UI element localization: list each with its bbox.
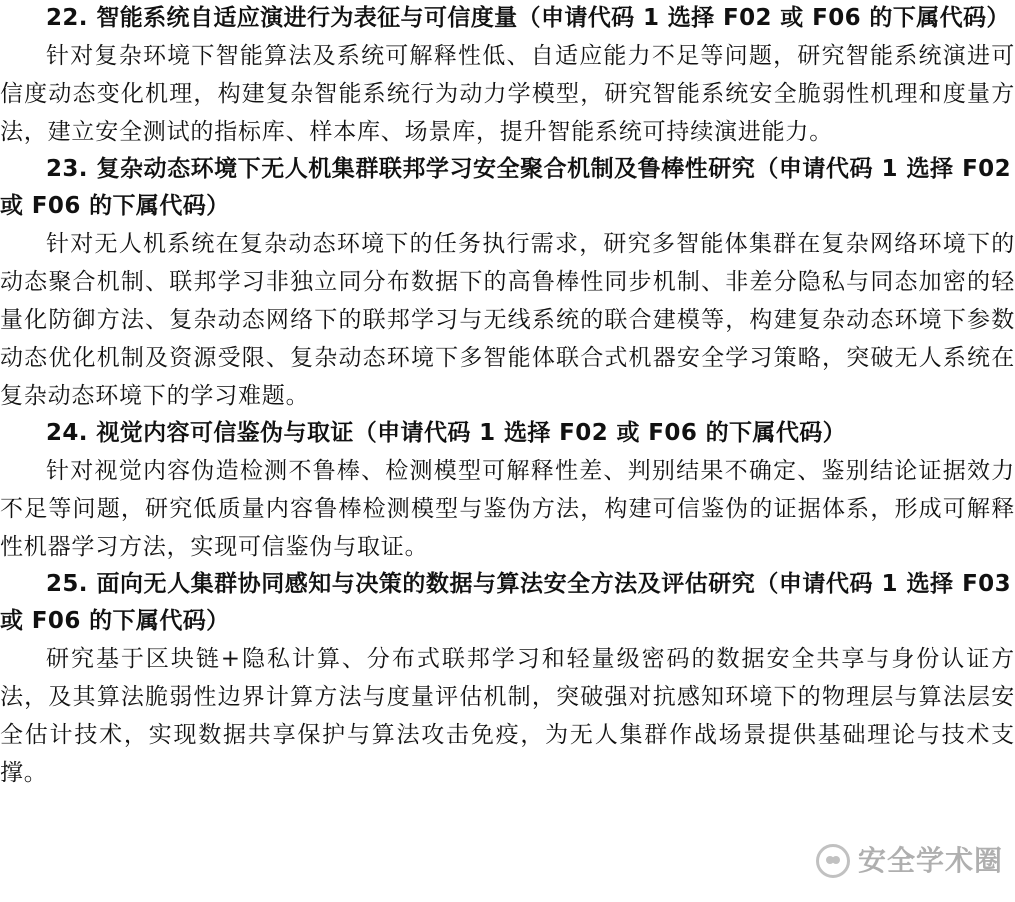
section-heading: 24. 视觉内容可信鉴伪与取证（申请代码 1 选择 F02 或 F06 的下属代码） (46, 420, 847, 446)
section-heading: 23. 复杂动态环境下无人机集群联邦学习安全聚合机制及鲁棒性研究（申请代码 1 选择 F02 或 F06 的下属代码） (0, 156, 1011, 219)
section-24 (0, 415, 1015, 566)
chat-bubble-icon (816, 844, 850, 878)
section-body: 研究基于区块链+隐私计算、分布式联邦学习和轻量级密码的数据安全共享与身份认证方法，及其算法脆弱性边界计算方法与度量评估机制，突破强对抗感知环境下的物理层与算法层安全估计技术，实现数据共享保护与算法攻击免疫，为无人集群作战场景提供基础理论与技术支撑。 (0, 646, 1015, 786)
section-heading: 22. 智能系统自适应演进行为表征与可信度量（申请代码 1 选择 F02 或 F06 的下属代码） (46, 5, 1010, 31)
section-body: 针对视觉内容伪造检测不鲁棒、检测模型可解释性差、判别结果不确定、鉴别结论证据效力不足等问题，研究低质量内容鲁棒检测模型与鉴伪方法，构建可信鉴伪的证据体系，形成可解释性机器学习方法，实现可信鉴伪与取证。 (0, 458, 1015, 560)
watermark-text: 安全学术圈 (857, 844, 1003, 877)
section-23 (0, 151, 1015, 415)
section-22 (0, 0, 1015, 151)
section-25 (0, 566, 1015, 792)
section-body: 针对无人机系统在复杂动态环境下的任务执行需求，研究多智能体集群在复杂网络环境下的动态聚合机制、联邦学习非独立同分布数据下的高鲁棒性同步机制、非差分隐私与同态加密的轻量化防御方法、复杂动态网络下的联邦学习与无线系统的联合建模等，构建复杂动态环境下参数动态优化机制及资源受限、复杂动态环境下多智能体联合式机器安全学习策略，突破无人系统在复杂动态环境下的学习难题。 (0, 231, 1015, 409)
section-heading: 25. 面向无人集群协同感知与决策的数据与算法安全方法及评估研究（申请代码 1 选择 F03 或 F06 的下属代码） (0, 571, 1011, 634)
section-body: 针对复杂环境下智能算法及系统可解释性低、自适应能力不足等问题，研究智能系统演进可信度动态变化机理，构建复杂智能系统行为动力学模型，研究智能系统安全脆弱性机理和度量方法，建立安全测试的指标库、样本库、场景库，提升智能系统可持续演进能力。 (0, 43, 1015, 145)
watermark (810, 842, 1009, 880)
